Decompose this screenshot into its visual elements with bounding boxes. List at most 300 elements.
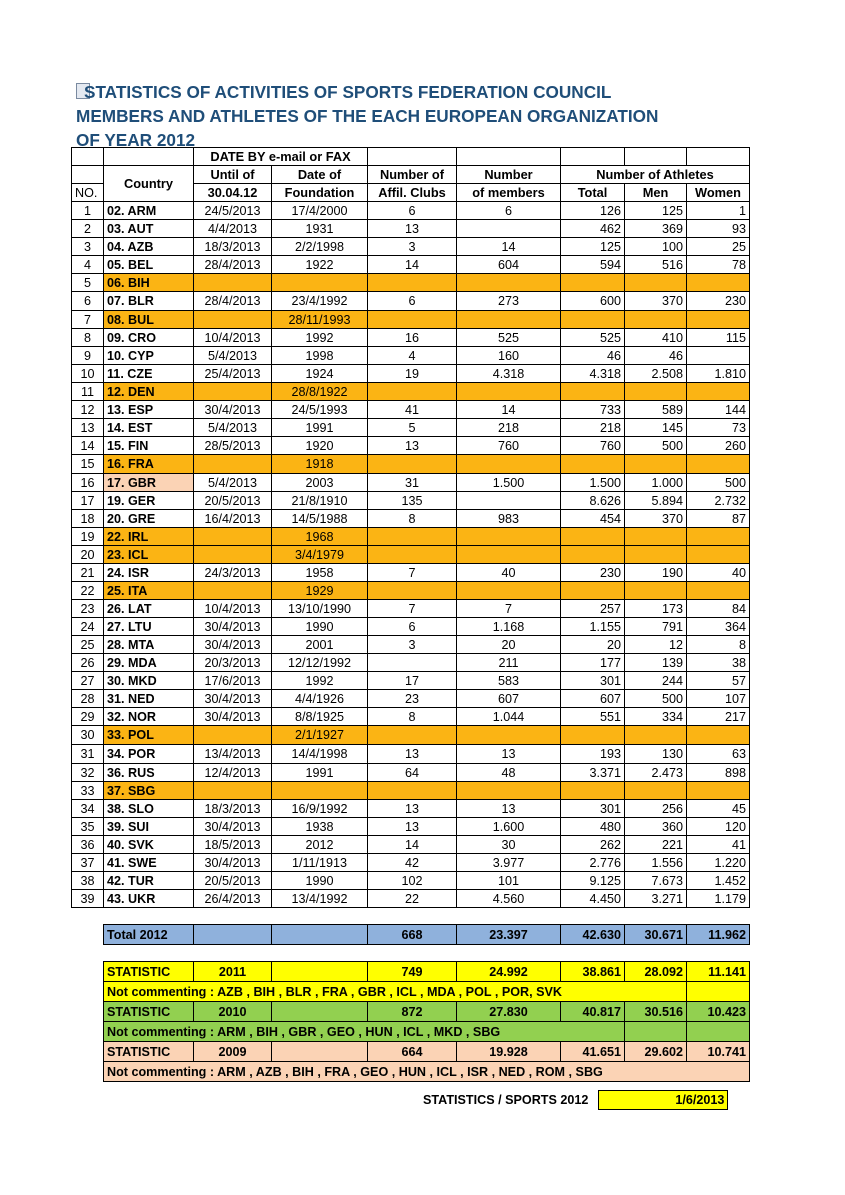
row-number: 20 <box>72 546 104 564</box>
table-row <box>72 329 750 347</box>
country-name: 29. MDA <box>104 654 194 672</box>
row-number: 23 <box>72 600 104 618</box>
affiliated-clubs: 13 <box>368 745 457 764</box>
athletes-total: 8.626 <box>561 492 625 510</box>
table-row <box>72 872 750 890</box>
athletes-women: 93 <box>687 220 750 238</box>
table-row <box>72 528 750 546</box>
row-number: 1 <box>72 202 104 220</box>
members-count <box>457 582 561 600</box>
affiliated-clubs: 42 <box>368 854 457 872</box>
athletes-total: 262 <box>561 836 625 854</box>
athletes-women: 84 <box>687 600 750 618</box>
row-number: 15 <box>72 455 104 474</box>
country-name: 25. ITA <box>104 582 194 600</box>
table-row <box>72 492 750 510</box>
report-date: 5/4/2013 <box>194 474 272 492</box>
report-date <box>194 274 272 292</box>
report-date: 28/4/2013 <box>194 256 272 274</box>
athletes-men: 46 <box>625 347 687 365</box>
country-name: 39. SUI <box>104 818 194 836</box>
country-name: 19. GER <box>104 492 194 510</box>
until-of-header: Until of <box>194 166 272 184</box>
members-count: 3.977 <box>457 854 561 872</box>
country-name: 17. GBR <box>104 474 194 492</box>
report-date: 12/4/2013 <box>194 764 272 782</box>
athletes-women: 107 <box>687 690 750 708</box>
foundation-date: 1990 <box>272 618 368 636</box>
affiliated-clubs: 23 <box>368 690 457 708</box>
athletes-total <box>561 726 625 745</box>
athletes-men: 173 <box>625 600 687 618</box>
foundation-date: 1968 <box>272 528 368 546</box>
foundation-date: 1918 <box>272 455 368 474</box>
row-number: 33 <box>72 782 104 800</box>
statistic-men: 28.092 <box>625 962 687 982</box>
athletes-men: 145 <box>625 419 687 437</box>
statistic-men: 29.602 <box>625 1042 687 1062</box>
affiliated-clubs: 31 <box>368 474 457 492</box>
affiliated-clubs: 64 <box>368 764 457 782</box>
athletes-women: 230 <box>687 292 750 311</box>
table-row <box>72 365 750 383</box>
statistic-label: STATISTIC <box>104 1042 194 1062</box>
foundation-date: 2001 <box>272 636 368 654</box>
athletes-women <box>687 782 750 800</box>
row-number: 17 <box>72 492 104 510</box>
table-row <box>72 256 750 274</box>
country-name: 04. AZB <box>104 238 194 256</box>
athletes-men <box>625 546 687 564</box>
table-row <box>72 238 750 256</box>
row-number: 21 <box>72 564 104 582</box>
athletes-women: 120 <box>687 818 750 836</box>
country-name: 12. DEN <box>104 383 194 401</box>
table-row <box>72 726 750 745</box>
athletes-men: 100 <box>625 238 687 256</box>
title-line-3: OF YEAR 2012 <box>76 130 196 150</box>
country-name: 02. ARM <box>104 202 194 220</box>
total-2012-clubs: 668 <box>368 925 457 945</box>
table-row <box>72 708 750 726</box>
statistic-clubs: 664 <box>368 1042 457 1062</box>
report-date: 20/3/2013 <box>194 654 272 672</box>
foundation-date: 21/8/1910 <box>272 492 368 510</box>
athletes-total: 4.450 <box>561 890 625 908</box>
affiliated-clubs <box>368 654 457 672</box>
affiliated-clubs <box>368 546 457 564</box>
members-count: 1.044 <box>457 708 561 726</box>
row-number: 22 <box>72 582 104 600</box>
statistic-total: 41.651 <box>561 1042 625 1062</box>
statistic-women: 10.423 <box>687 1002 750 1022</box>
foundation-date: 1938 <box>272 818 368 836</box>
row-number: 18 <box>72 510 104 528</box>
statistic-2010-note-row <box>72 1022 750 1042</box>
country-name: 10. CYP <box>104 347 194 365</box>
members-count <box>457 311 561 329</box>
country-name: 20. GRE <box>104 510 194 528</box>
athletes-total: 760 <box>561 437 625 455</box>
athletes-total: 9.125 <box>561 872 625 890</box>
foundation-date: 1990 <box>272 872 368 890</box>
table-row <box>72 383 750 401</box>
members-count: 211 <box>457 654 561 672</box>
athletes-men: 500 <box>625 690 687 708</box>
country-name: 40. SVK <box>104 836 194 854</box>
report-date: 10/4/2013 <box>194 600 272 618</box>
header-row-1 <box>72 148 750 166</box>
athletes-men <box>625 455 687 474</box>
table-row <box>72 311 750 329</box>
members-count <box>457 528 561 546</box>
row-number: 4 <box>72 256 104 274</box>
athletes-women <box>687 726 750 745</box>
members-count <box>457 220 561 238</box>
athletes-total: 126 <box>561 202 625 220</box>
report-date: 26/4/2013 <box>194 890 272 908</box>
affiliated-clubs: 102 <box>368 872 457 890</box>
row-number: 10 <box>72 365 104 383</box>
athletes-total: 125 <box>561 238 625 256</box>
athletes-total: 551 <box>561 708 625 726</box>
affiliated-clubs: 3 <box>368 636 457 654</box>
report-date: 18/5/2013 <box>194 836 272 854</box>
foundation-date: 1920 <box>272 437 368 455</box>
foundation-date: 1991 <box>272 764 368 782</box>
athletes-women: 73 <box>687 419 750 437</box>
athletes-men: 370 <box>625 292 687 311</box>
athletes-men: 244 <box>625 672 687 690</box>
members-count: 218 <box>457 419 561 437</box>
athletes-total: 193 <box>561 745 625 764</box>
table-row <box>72 401 750 419</box>
row-number: 27 <box>72 672 104 690</box>
row-number: 19 <box>72 528 104 546</box>
country-name: 30. MKD <box>104 672 194 690</box>
affiliated-clubs: 17 <box>368 672 457 690</box>
report-date: 5/4/2013 <box>194 347 272 365</box>
athletes-women: 38 <box>687 654 750 672</box>
statistic-members: 27.830 <box>457 1002 561 1022</box>
athletes-total: 46 <box>561 347 625 365</box>
athletes-total <box>561 455 625 474</box>
foundation-date: 28/11/1993 <box>272 311 368 329</box>
members-count <box>457 455 561 474</box>
table-row <box>72 292 750 311</box>
members-count <box>457 383 561 401</box>
table-row <box>72 437 750 455</box>
affiliated-clubs: 4 <box>368 347 457 365</box>
country-name: 13. ESP <box>104 401 194 419</box>
table-row <box>72 618 750 636</box>
members-count: 1.600 <box>457 818 561 836</box>
report-date <box>194 383 272 401</box>
statistics-table <box>71 147 750 1082</box>
table-row <box>72 890 750 908</box>
row-number: 9 <box>72 347 104 365</box>
report-date: 25/4/2013 <box>194 365 272 383</box>
foundation-date: 1958 <box>272 564 368 582</box>
row-number: 35 <box>72 818 104 836</box>
report-date: 24/5/2013 <box>194 202 272 220</box>
athletes-women: 78 <box>687 256 750 274</box>
men-header: Men <box>625 184 687 202</box>
country-rows <box>72 202 750 908</box>
athletes-total: 480 <box>561 818 625 836</box>
athletes-women <box>687 311 750 329</box>
athletes-men: 5.894 <box>625 492 687 510</box>
total-2012-men: 30.671 <box>625 925 687 945</box>
report-date: 18/3/2013 <box>194 238 272 256</box>
affiliated-clubs <box>368 274 457 292</box>
table-row <box>72 347 750 365</box>
foundation-date: 14/5/1988 <box>272 510 368 528</box>
statistic-men: 30.516 <box>625 1002 687 1022</box>
foundation-date <box>272 274 368 292</box>
members-count <box>457 782 561 800</box>
country-name: 05. BEL <box>104 256 194 274</box>
report-date: 28/5/2013 <box>194 437 272 455</box>
athletes-women: 1.810 <box>687 365 750 383</box>
foundation-header: Foundation <box>272 184 368 202</box>
athletes-total <box>561 782 625 800</box>
total-2012-members: 23.397 <box>457 925 561 945</box>
country-name: 08. BUL <box>104 311 194 329</box>
row-number: 38 <box>72 872 104 890</box>
athletes-total: 177 <box>561 654 625 672</box>
athletes-men: 370 <box>625 510 687 528</box>
athletes-men: 7.673 <box>625 872 687 890</box>
footer <box>423 1090 728 1110</box>
report-date <box>194 311 272 329</box>
athletes-men: 1.000 <box>625 474 687 492</box>
country-name: 34. POR <box>104 745 194 764</box>
row-number: 34 <box>72 800 104 818</box>
athletes-men: 3.271 <box>625 890 687 908</box>
row-number: 30 <box>72 726 104 745</box>
foundation-date: 13/10/1990 <box>272 600 368 618</box>
row-number: 13 <box>72 419 104 437</box>
report-date: 20/5/2013 <box>194 492 272 510</box>
athletes-men <box>625 311 687 329</box>
table-row <box>72 274 750 292</box>
athletes-women <box>687 274 750 292</box>
members-count: 607 <box>457 690 561 708</box>
foundation-date: 14/4/1998 <box>272 745 368 764</box>
country-name: 15. FIN <box>104 437 194 455</box>
table-row <box>72 419 750 437</box>
row-number: 28 <box>72 690 104 708</box>
athletes-header: Number of Athletes <box>561 166 750 184</box>
athletes-women: 63 <box>687 745 750 764</box>
country-name: 32. NOR <box>104 708 194 726</box>
athletes-women: 45 <box>687 800 750 818</box>
country-name: 23. ICL <box>104 546 194 564</box>
foundation-date: 3/4/1979 <box>272 546 368 564</box>
athletes-men: 334 <box>625 708 687 726</box>
members-count: 48 <box>457 764 561 782</box>
total-2012-row <box>72 925 750 945</box>
foundation-date: 2003 <box>272 474 368 492</box>
table-row <box>72 202 750 220</box>
report-date <box>194 546 272 564</box>
members-count: 20 <box>457 636 561 654</box>
country-name: 41. SWE <box>104 854 194 872</box>
athletes-total: 257 <box>561 600 625 618</box>
table-row <box>72 474 750 492</box>
athletes-men: 410 <box>625 329 687 347</box>
athletes-men: 516 <box>625 256 687 274</box>
affiliated-clubs: 6 <box>368 618 457 636</box>
athletes-men <box>625 528 687 546</box>
athletes-women: 57 <box>687 672 750 690</box>
members-count <box>457 492 561 510</box>
row-number: 24 <box>72 618 104 636</box>
members-count: 14 <box>457 238 561 256</box>
members-count <box>457 274 561 292</box>
row-number: 14 <box>72 437 104 455</box>
report-date <box>194 455 272 474</box>
members-count: 30 <box>457 836 561 854</box>
athletes-total: 462 <box>561 220 625 238</box>
country-header: Country <box>104 166 194 202</box>
affiliated-clubs <box>368 726 457 745</box>
report-date: 30/4/2013 <box>194 636 272 654</box>
row-number: 8 <box>72 329 104 347</box>
report-date <box>194 582 272 600</box>
athletes-men: 500 <box>625 437 687 455</box>
athletes-women <box>687 383 750 401</box>
country-name: 37. SBG <box>104 782 194 800</box>
country-name: 42. TUR <box>104 872 194 890</box>
row-number: 6 <box>72 292 104 311</box>
total-2012-label: Total 2012 <box>104 925 194 945</box>
table-row <box>72 764 750 782</box>
athletes-total: 3.371 <box>561 764 625 782</box>
affiliated-clubs: 14 <box>368 256 457 274</box>
affiliated-clubs: 13 <box>368 818 457 836</box>
affiliated-clubs <box>368 455 457 474</box>
country-name: 03. AUT <box>104 220 194 238</box>
statistic-total: 40.817 <box>561 1002 625 1022</box>
report-date: 24/3/2013 <box>194 564 272 582</box>
foundation-date: 16/9/1992 <box>272 800 368 818</box>
members-count: 273 <box>457 292 561 311</box>
foundation-date: 1929 <box>272 582 368 600</box>
athletes-women: 87 <box>687 510 750 528</box>
women-header: Women <box>687 184 750 202</box>
statistic-women: 11.141 <box>687 962 750 982</box>
statistic-2011-row <box>72 962 750 982</box>
country-name: 28. MTA <box>104 636 194 654</box>
clubs-header-2: Affil. Clubs <box>368 184 457 202</box>
row-number: 32 <box>72 764 104 782</box>
athletes-women <box>687 582 750 600</box>
table-row <box>72 582 750 600</box>
foundation-date: 28/8/1922 <box>272 383 368 401</box>
affiliated-clubs: 6 <box>368 292 457 311</box>
country-name: 11. CZE <box>104 365 194 383</box>
foundation-date: 1992 <box>272 672 368 690</box>
foundation-date: 12/12/1992 <box>272 654 368 672</box>
table-row <box>72 836 750 854</box>
header-row-2 <box>72 166 750 184</box>
table-row <box>72 690 750 708</box>
statistic-year: 2009 <box>194 1042 272 1062</box>
report-date: 30/4/2013 <box>194 708 272 726</box>
report-date: 5/4/2013 <box>194 419 272 437</box>
athletes-men: 589 <box>625 401 687 419</box>
athletes-total: 594 <box>561 256 625 274</box>
statistic-label: STATISTIC <box>104 1002 194 1022</box>
athletes-women: 898 <box>687 764 750 782</box>
country-name: 26. LAT <box>104 600 194 618</box>
report-date: 16/4/2013 <box>194 510 272 528</box>
athletes-women <box>687 546 750 564</box>
foundation-date: 1/11/1913 <box>272 854 368 872</box>
foundation-date: 24/5/1993 <box>272 401 368 419</box>
athletes-total: 600 <box>561 292 625 311</box>
affiliated-clubs <box>368 528 457 546</box>
athletes-men: 791 <box>625 618 687 636</box>
foundation-date: 8/8/1925 <box>272 708 368 726</box>
foundation-date <box>272 782 368 800</box>
athletes-total: 454 <box>561 510 625 528</box>
report-date <box>194 726 272 745</box>
report-date: 30/4/2013 <box>194 854 272 872</box>
row-number: 39 <box>72 890 104 908</box>
affiliated-clubs: 135 <box>368 492 457 510</box>
not-commenting-note: Not commenting : ARM , AZB , BIH , FRA , GEO , HUN , ICL , ISR , NED , ROM , SBG <box>104 1062 750 1082</box>
report-date <box>194 528 272 546</box>
athletes-women: 40 <box>687 564 750 582</box>
athletes-men: 2.508 <box>625 365 687 383</box>
athletes-total: 4.318 <box>561 365 625 383</box>
members-count: 7 <box>457 600 561 618</box>
statistic-members: 19.928 <box>457 1042 561 1062</box>
members-count: 1.168 <box>457 618 561 636</box>
statistic-clubs: 872 <box>368 1002 457 1022</box>
athletes-total <box>561 274 625 292</box>
athletes-men: 139 <box>625 654 687 672</box>
statistic-total: 38.861 <box>561 962 625 982</box>
athletes-men <box>625 383 687 401</box>
athletes-men <box>625 274 687 292</box>
affiliated-clubs <box>368 782 457 800</box>
table-row <box>72 546 750 564</box>
report-date: 20/5/2013 <box>194 872 272 890</box>
table-row <box>72 800 750 818</box>
members-count: 13 <box>457 745 561 764</box>
statistic-2011-note-row <box>72 982 750 1002</box>
footer-label: STATISTICS / SPORTS 2012 <box>423 1093 589 1107</box>
report-date: 10/4/2013 <box>194 329 272 347</box>
statistic-year: 2010 <box>194 1002 272 1022</box>
members-count: 14 <box>457 401 561 419</box>
country-name: 33. POL <box>104 726 194 745</box>
athletes-women: 1.220 <box>687 854 750 872</box>
statistic-clubs: 749 <box>368 962 457 982</box>
country-name: 36. RUS <box>104 764 194 782</box>
row-number: 29 <box>72 708 104 726</box>
row-number: 11 <box>72 383 104 401</box>
athletes-men: 12 <box>625 636 687 654</box>
athletes-women: 1.452 <box>687 872 750 890</box>
affiliated-clubs: 8 <box>368 708 457 726</box>
statistic-members: 24.992 <box>457 962 561 982</box>
country-name: 27. LTU <box>104 618 194 636</box>
